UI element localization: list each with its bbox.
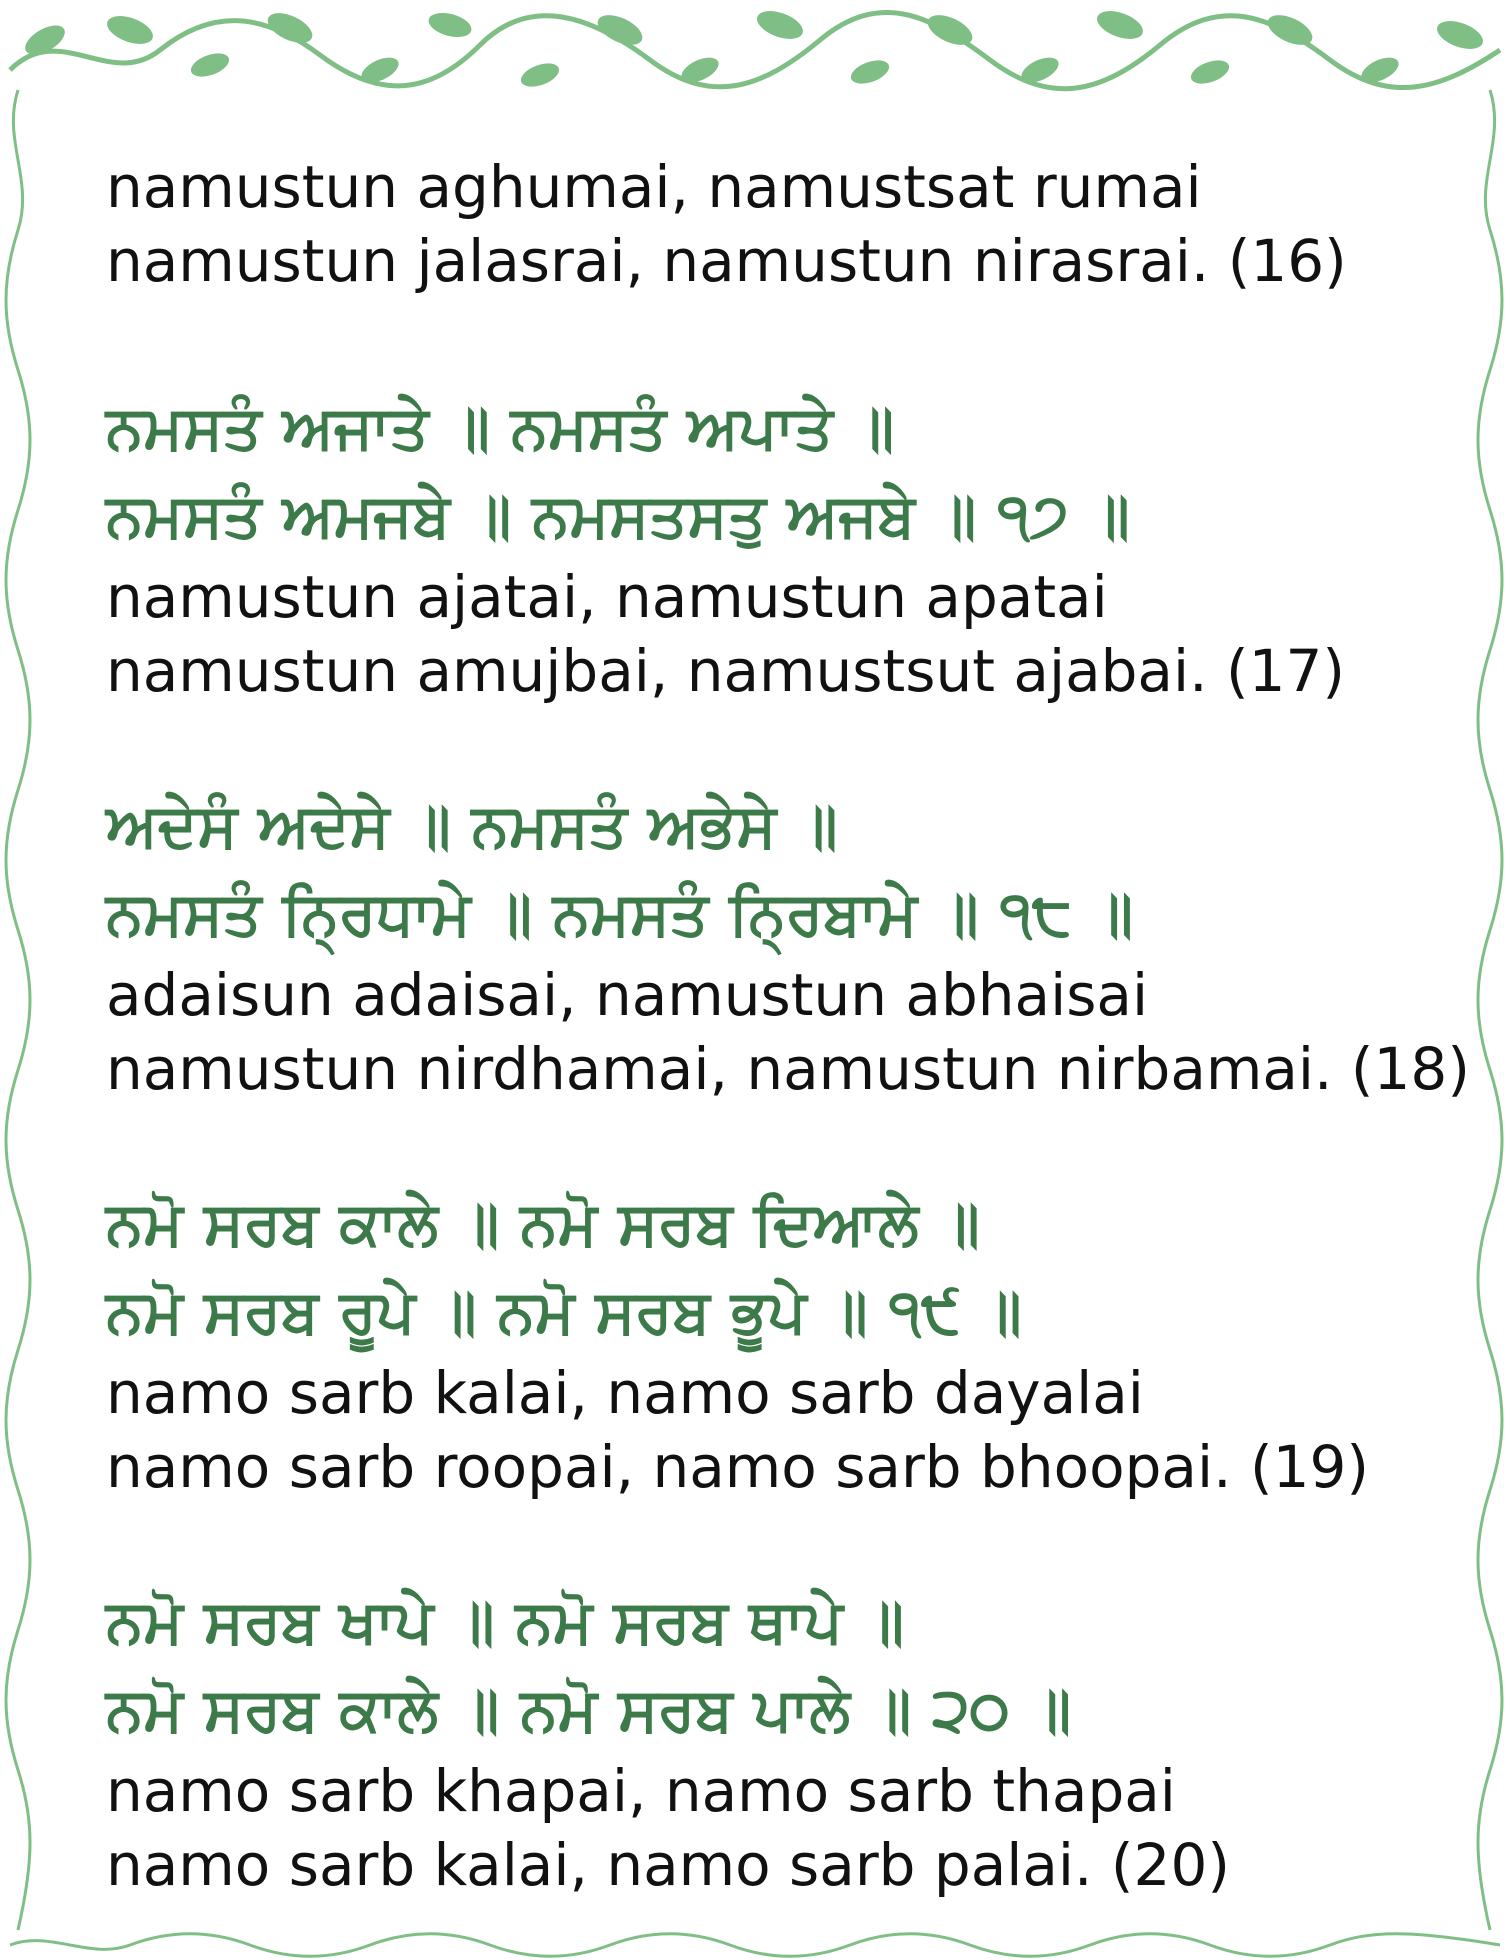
roman-line: namo sarb khapai, namo sarb thapai (106, 1757, 1176, 1825)
gurmukhi-line: ਅਦੇਸੰ ਅਦੇਸੇ ॥ ਨਮਸਤੰ ਅਭੇਸੇ ॥ (106, 791, 838, 861)
roman-line: namo sarb kalai, namo sarb dayalai (106, 1359, 1144, 1427)
gurmukhi-line: ਨਮੋ ਸਰਬ ਖਾਪੇ ॥ ਨਮੋ ਸਰਬ ਥਾਪੇ ॥ (106, 1587, 905, 1657)
roman-line: namo sarb roopai, namo sarb bhoopai. (19) (106, 1433, 1370, 1501)
roman-line: namo sarb kalai, namo sarb palai. (20) (106, 1831, 1230, 1899)
bottom-vine (10, 1934, 1500, 1957)
gurmukhi-line: ਨਮਸਤੰ ਨ੍ਰਿਧਾਮੇ ॥ ਨਮਸਤੰ ਨ੍ਰਿਬਾਮੇ ॥ ੧੮ ॥ (106, 879, 1134, 949)
gurmukhi-line: ਨਮੋ ਸਰਬ ਕਾਲੇ ॥ ਨਮੋ ਸਰਬ ਦਿਆਲੇ ॥ (106, 1189, 980, 1259)
verse-spacer (106, 708, 1436, 782)
roman-line: namustun amujbai, namustsut ajabai. (17) (106, 637, 1346, 705)
verse-18 (106, 782, 1470, 1106)
left-vine (6, 90, 30, 1930)
roman-line: namustun jalasrai, namustun nirasrai. (16) (106, 227, 1347, 295)
right-vine (1478, 90, 1502, 1930)
verse-19 (106, 1180, 1436, 1504)
roman-line: namustun nirdhamai, namustun nirbamai. (18) (106, 1035, 1470, 1103)
roman-line: adaisun adaisai, namustun abhaisai (106, 961, 1149, 1029)
roman-line: namustun aghumai, namustsat rumai (106, 153, 1202, 221)
verse-17 (106, 384, 1436, 708)
roman-line: namustun ajatai, namustun apatai (106, 563, 1108, 631)
verse-spacer (106, 1504, 1436, 1578)
gurmukhi-line: ਨਮਸਤੰ ਅਮਜਬੇ ॥ ਨਮਸਤਸਤੁ ਅਜਬੇ ॥ ੧੭ ॥ (106, 481, 1130, 551)
verse-20 (106, 1578, 1436, 1902)
gurmukhi-line: ਨਮਸਤੰ ਅਜਾਤੇ ॥ ਨਮਸਤੰ ਅਪਾਤੇ ॥ (106, 393, 895, 463)
gurmukhi-line: ਨਮੋ ਸਰਬ ਕਾਲੇ ॥ ਨਮੋ ਸਰਬ ਪਾਲੇ ॥ ੨੦ ॥ (106, 1675, 1072, 1745)
verse-spacer (106, 1106, 1436, 1180)
verse-spacer (106, 298, 1436, 384)
gurmukhi-line: ਨਮੋ ਸਰਬ ਰੂਪੇ ॥ ਨਮੋ ਸਰਬ ਭੂਪੇ ॥ ੧੯ ॥ (106, 1277, 1022, 1347)
verse-content (106, 150, 1470, 1902)
verse-16 (106, 150, 1436, 298)
